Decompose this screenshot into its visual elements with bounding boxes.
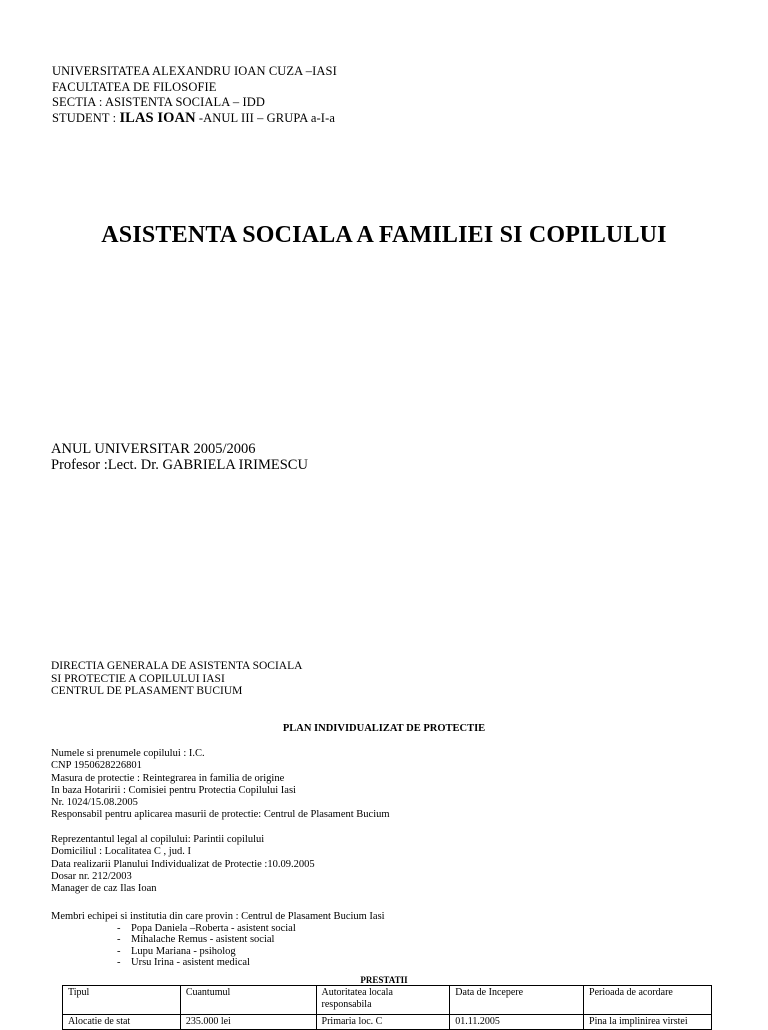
- file-number: Dosar nr. 212/2003: [51, 870, 132, 882]
- student-group: -ANUL III – GRUPA a-I-a: [195, 110, 335, 125]
- professor-name: Profesor :Lect. Dr. GABRIELA IRIMESCU: [51, 457, 308, 473]
- table-cell: 235.000 lei: [180, 1015, 316, 1030]
- team-intro: Membri echipei si institutia din care provin : Centrul de Plasament Bucium Iasi: [51, 911, 385, 922]
- section-name: SECTIA : ASISTENTA SOCIALA – IDD: [52, 95, 265, 109]
- child-name: Numele si prenumele copilului : I.C.: [51, 748, 205, 759]
- academic-info: [51, 441, 308, 473]
- table-cell: Primaria loc. C: [316, 1015, 450, 1030]
- table-cell: Alocatie de stat: [63, 1015, 181, 1030]
- student-name: ILAS IOAN: [119, 109, 196, 126]
- domicile: Domiciliul : Localitatea C , jud. I: [51, 846, 191, 858]
- team-member: - Ursu Irina - asistent medical: [117, 957, 385, 969]
- student-line: [52, 111, 337, 127]
- plan-date: Data realizarii Planului Individualizat de Protectie :10.09.2005: [51, 858, 315, 870]
- directorate-header: [51, 660, 302, 698]
- table-header-row: [63, 986, 712, 1015]
- protection-measure: Masura de protectie : Reintegrarea in familia de origine: [51, 772, 285, 784]
- child-info: [51, 748, 390, 896]
- column-header: Cuantumul: [180, 986, 316, 1015]
- plan-title: PLAN INDIVIDUALIZAT DE PROTECTIE: [282, 723, 486, 734]
- benefits-caption: PRESTATII: [360, 975, 408, 985]
- table-cell: Pina la implinirea virstei: [584, 1015, 712, 1030]
- directorate-line-1: DIRECTIA GENERALA DE ASISTENTA SOCIALA: [51, 660, 303, 672]
- column-header: Tipul: [63, 986, 181, 1015]
- document-title: ASISTENTA SOCIALA A FAMILIEI SI COPILULUI: [101, 222, 667, 248]
- benefits-table: [62, 985, 712, 1030]
- team-member: - Mihalache Remus - asistent social: [117, 934, 385, 946]
- table-cell: 01.11.2005: [450, 1015, 584, 1030]
- directorate-line-3: CENTRUL DE PLASAMENT BUCIUM: [51, 685, 243, 697]
- table-row: [63, 1015, 712, 1030]
- academic-year: ANUL UNIVERSITAR 2005/2006: [51, 441, 256, 457]
- responsible-institution: Responsabil pentru aplicarea masurii de protectie: Centrul de Plasament Bucium: [51, 809, 390, 821]
- decision-basis: In baza Hotaririi : Comisiei pentru Protectia Copilului Iasi: [51, 784, 296, 796]
- child-cnp: CNP 1950628226801: [51, 760, 142, 772]
- column-header: Autoritatea locala responsabila: [316, 986, 450, 1015]
- team-list: [51, 923, 385, 969]
- column-header: Perioada de acordare: [584, 986, 712, 1015]
- decision-number: Nr. 1024/15.08.2005: [51, 797, 138, 809]
- team-member: - Lupu Mariana - psiholog: [117, 946, 385, 958]
- university-name: UNIVERSITATEA ALEXANDRU IOAN CUZA –IASI: [52, 64, 337, 78]
- spacer: [51, 822, 390, 834]
- directorate-line-2: SI PROTECTIE A COPILULUI IASI: [51, 672, 225, 685]
- student-prefix: STUDENT :: [52, 110, 120, 125]
- faculty-name: FACULTATEA DE FILOSOFIE: [52, 79, 217, 94]
- legal-representative: Reprezentantul legal al copilului: Parintii copilului: [51, 834, 265, 846]
- column-header: Data de Incepere: [450, 986, 584, 1015]
- team-member: - Popa Daniela –Roberta - asistent social: [117, 923, 385, 935]
- team-section: [51, 911, 385, 969]
- university-header: [52, 64, 337, 126]
- case-manager: Manager de caz Ilas Ioan: [51, 883, 157, 895]
